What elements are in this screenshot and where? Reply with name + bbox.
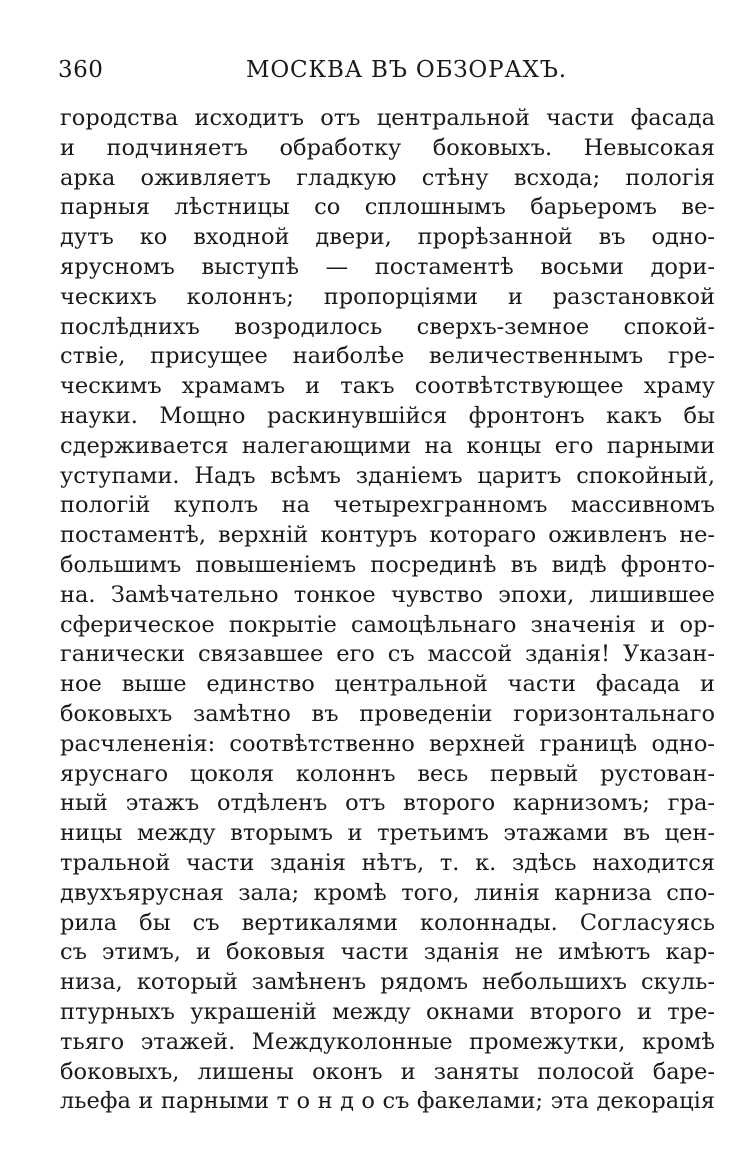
text-line: ярусномъ выступѣ — постаментѣ восьми дори- xyxy=(60,253,715,280)
text-line: боковыхъ, лишены оконъ и заняты полосой баре- xyxy=(60,1058,715,1085)
text-line: парныя лѣстницы со сплошнымъ барьеромъ ве- xyxy=(60,194,715,221)
text-line: съ этимъ, и боковыя части зданія не имѣютъ кар- xyxy=(60,939,715,966)
text-line: большимъ повышеніемъ посрединѣ въ видѣ фронто- xyxy=(60,551,715,578)
text-line: льефа и парными т о н д о съ факелами; эта декорація xyxy=(60,1088,715,1115)
text-line: на. Замѣчательно тонкое чувство эпохи, лишившее xyxy=(60,581,715,608)
text-line: и подчиняетъ обработку боковыхъ. Невысокая xyxy=(60,134,715,161)
running-title: МОСКВА ВЪ ОБЗОРАХЪ. xyxy=(246,57,567,83)
text-line: двухъярусная зала; кромѣ того, линія карниза спо- xyxy=(60,879,715,906)
text-line: расчлененія: соотвѣтственно верхней границѣ одно- xyxy=(60,730,715,757)
text-line: ницы между вторымъ и третьимъ этажами въ цен- xyxy=(60,820,715,847)
text-line: боковыхъ замѣтно въ проведеніи горизонтальнаго xyxy=(60,700,715,727)
text-line: постаментѣ, верхній контуръ котораго оживленъ не- xyxy=(60,522,715,549)
body-text xyxy=(60,104,715,1117)
text-line: арка оживляетъ гладкую стѣну всхода; пологія xyxy=(60,164,715,191)
text-line: низа, который замѣненъ рядомъ небольшихъ скуль- xyxy=(60,969,715,996)
text-line: рила бы съ вертикалями колоннады. Согласуясь xyxy=(60,909,715,936)
text-line: тьяго этажей. Междуколонные промежутки, кромѣ xyxy=(60,1028,715,1055)
text-line: дутъ ко входной двери, прорѣзанной въ одно- xyxy=(60,224,715,251)
text-line: городства исходитъ отъ центральной части фасада xyxy=(60,105,715,131)
text-line: сдерживается налегающими на концы его парными xyxy=(60,432,715,459)
text-line: уступами. Надъ всѣмъ зданіемъ царитъ спокойный, xyxy=(60,462,715,489)
text-line: тральной части зданія нѣтъ, т. к. здѣсь находится xyxy=(60,849,715,876)
text-line: птурныхъ украшеній между окнами второго и тре- xyxy=(60,998,715,1025)
text-line: ный этажъ отдѣленъ отъ второго карнизомъ; гра- xyxy=(60,790,715,817)
text-line: послѣднихъ возродилось сверхъ-земное спокой- xyxy=(60,313,715,340)
text-line: ческихъ колоннъ; пропорціями и разстановкой xyxy=(60,283,715,310)
page-number: 360 xyxy=(58,57,104,83)
text-line: науки. Мощно раскинувшійся фронтонъ какъ бы xyxy=(60,402,715,429)
page-header xyxy=(58,52,718,88)
text-line: яруснаго цоколя колоннъ весь первый рустован- xyxy=(60,760,715,787)
text-line: сферическое покрытіе самоцѣльнаго значенія и ор- xyxy=(60,611,715,638)
text-line: ганически связавшее его съ массой зданія! Указан- xyxy=(60,641,715,668)
text-line: ное выше единство центральной части фасада и xyxy=(60,671,715,698)
text-line: ческимъ храмамъ и такъ соотвѣтствующее храму xyxy=(60,373,715,400)
text-line: пологій куполъ на четырехгранномъ массивномъ xyxy=(60,492,715,519)
text-line: ствіе, присущее наиболѣе величественнымъ гре- xyxy=(60,343,715,370)
